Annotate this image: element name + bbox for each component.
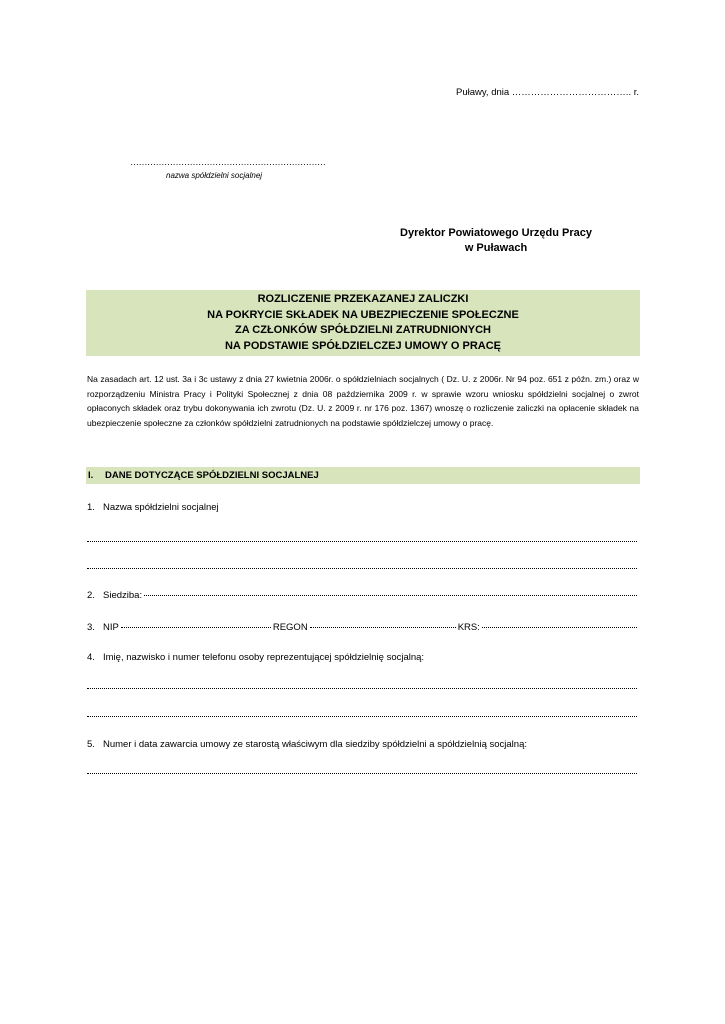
question-label: Nazwa spółdzielni socjalnej bbox=[103, 502, 219, 513]
question-5 bbox=[87, 739, 527, 750]
regon-label: REGON bbox=[272, 622, 308, 633]
krs-answer-line[interactable] bbox=[482, 627, 637, 628]
question-number: 5. bbox=[87, 739, 95, 750]
question-4 bbox=[87, 652, 424, 663]
cooperative-name-caption: nazwa spółdzielni socjalnej bbox=[166, 171, 263, 180]
place-date-line[interactable]: Puławy, dnia ……………………………….. r. bbox=[456, 87, 639, 98]
section-header bbox=[86, 467, 640, 484]
section-number: I. bbox=[88, 470, 94, 481]
addressee-line-1: Dyrektor Powiatowego Urzędu Pracy bbox=[400, 227, 592, 239]
nip-label: NIP bbox=[103, 622, 119, 633]
intro-paragraph: Na zasadach art. 12 ust. 3a i 3c ustawy z dnia 27 kwietnia 2006r. o spółdzielniach socjalnych ( Dz. U. z 2006r. Nr 94 poz. 651 z późn. zm.) oraz w rozporządzeniu Ministra Pracy i Polityki Społecznej z dnia 08 października 2009 r. w sprawie wzoru wniosku spółdzielni socjalnej o zwrot opłaconych składek oraz trybu dokonywania ich zwrotu (Dz. U. z 2009 r. nr 176 poz. 1367) wnoszę o rozliczenie zaliczki na opłacenie składek na ubezpieczenie społeczne za członków spółdzielni zatrudnionych na podstawie spółdzielczej umowy o pracę. bbox=[87, 374, 639, 428]
regon-answer-line[interactable] bbox=[310, 627, 456, 628]
nip-answer-line[interactable] bbox=[121, 627, 271, 628]
question-2 bbox=[87, 590, 639, 601]
addressee-line-2: w Puławach bbox=[464, 242, 528, 254]
section-title: DANE DOTYCZĄCE SPÓŁDZIELNI SOCJALNEJ bbox=[105, 470, 319, 481]
title-line-4: NA PODSTAWIE SPÓŁDZIELCZEJ UMOWY O PRACĘ bbox=[224, 339, 502, 352]
question-label: Imię, nazwisko i numer telefonu osoby reprezentującej spółdzielnię socjalną: bbox=[103, 652, 425, 663]
question-number: 4. bbox=[87, 652, 95, 663]
title-line-2: NA POKRYCIE SKŁADEK NA UBEZPIECZENIE SPOŁECZNE bbox=[207, 308, 519, 321]
title-line-1: ROZLICZENIE PRZEKAZANEJ ZALICZKI bbox=[257, 293, 469, 305]
title-line-3: ZA CZŁONKÓW SPÓŁDZIELNI ZATRUDNIONYCH bbox=[234, 324, 492, 336]
question-label: Numer i data zawarcia umowy ze starostą właściwym dla siedziby spółdzielni a spółdzielnią socjalną: bbox=[103, 739, 527, 750]
question-3 bbox=[87, 622, 639, 633]
addressee-block bbox=[376, 226, 616, 256]
question-label: Siedziba: bbox=[103, 590, 143, 601]
question-number: 3. bbox=[87, 622, 95, 633]
answer-line[interactable] bbox=[87, 716, 637, 717]
seat-answer-line[interactable] bbox=[144, 595, 637, 596]
answer-line[interactable] bbox=[87, 688, 637, 689]
question-number: 1. bbox=[87, 502, 95, 513]
answer-line[interactable] bbox=[87, 541, 637, 542]
question-1 bbox=[87, 502, 219, 513]
answer-line[interactable] bbox=[87, 568, 637, 569]
question-number: 2. bbox=[87, 590, 95, 601]
answer-line[interactable] bbox=[87, 773, 637, 774]
cooperative-name-field[interactable]: …………………………………………………………… bbox=[130, 157, 326, 167]
krs-label: KRS: bbox=[457, 622, 480, 633]
document-title bbox=[86, 290, 640, 356]
